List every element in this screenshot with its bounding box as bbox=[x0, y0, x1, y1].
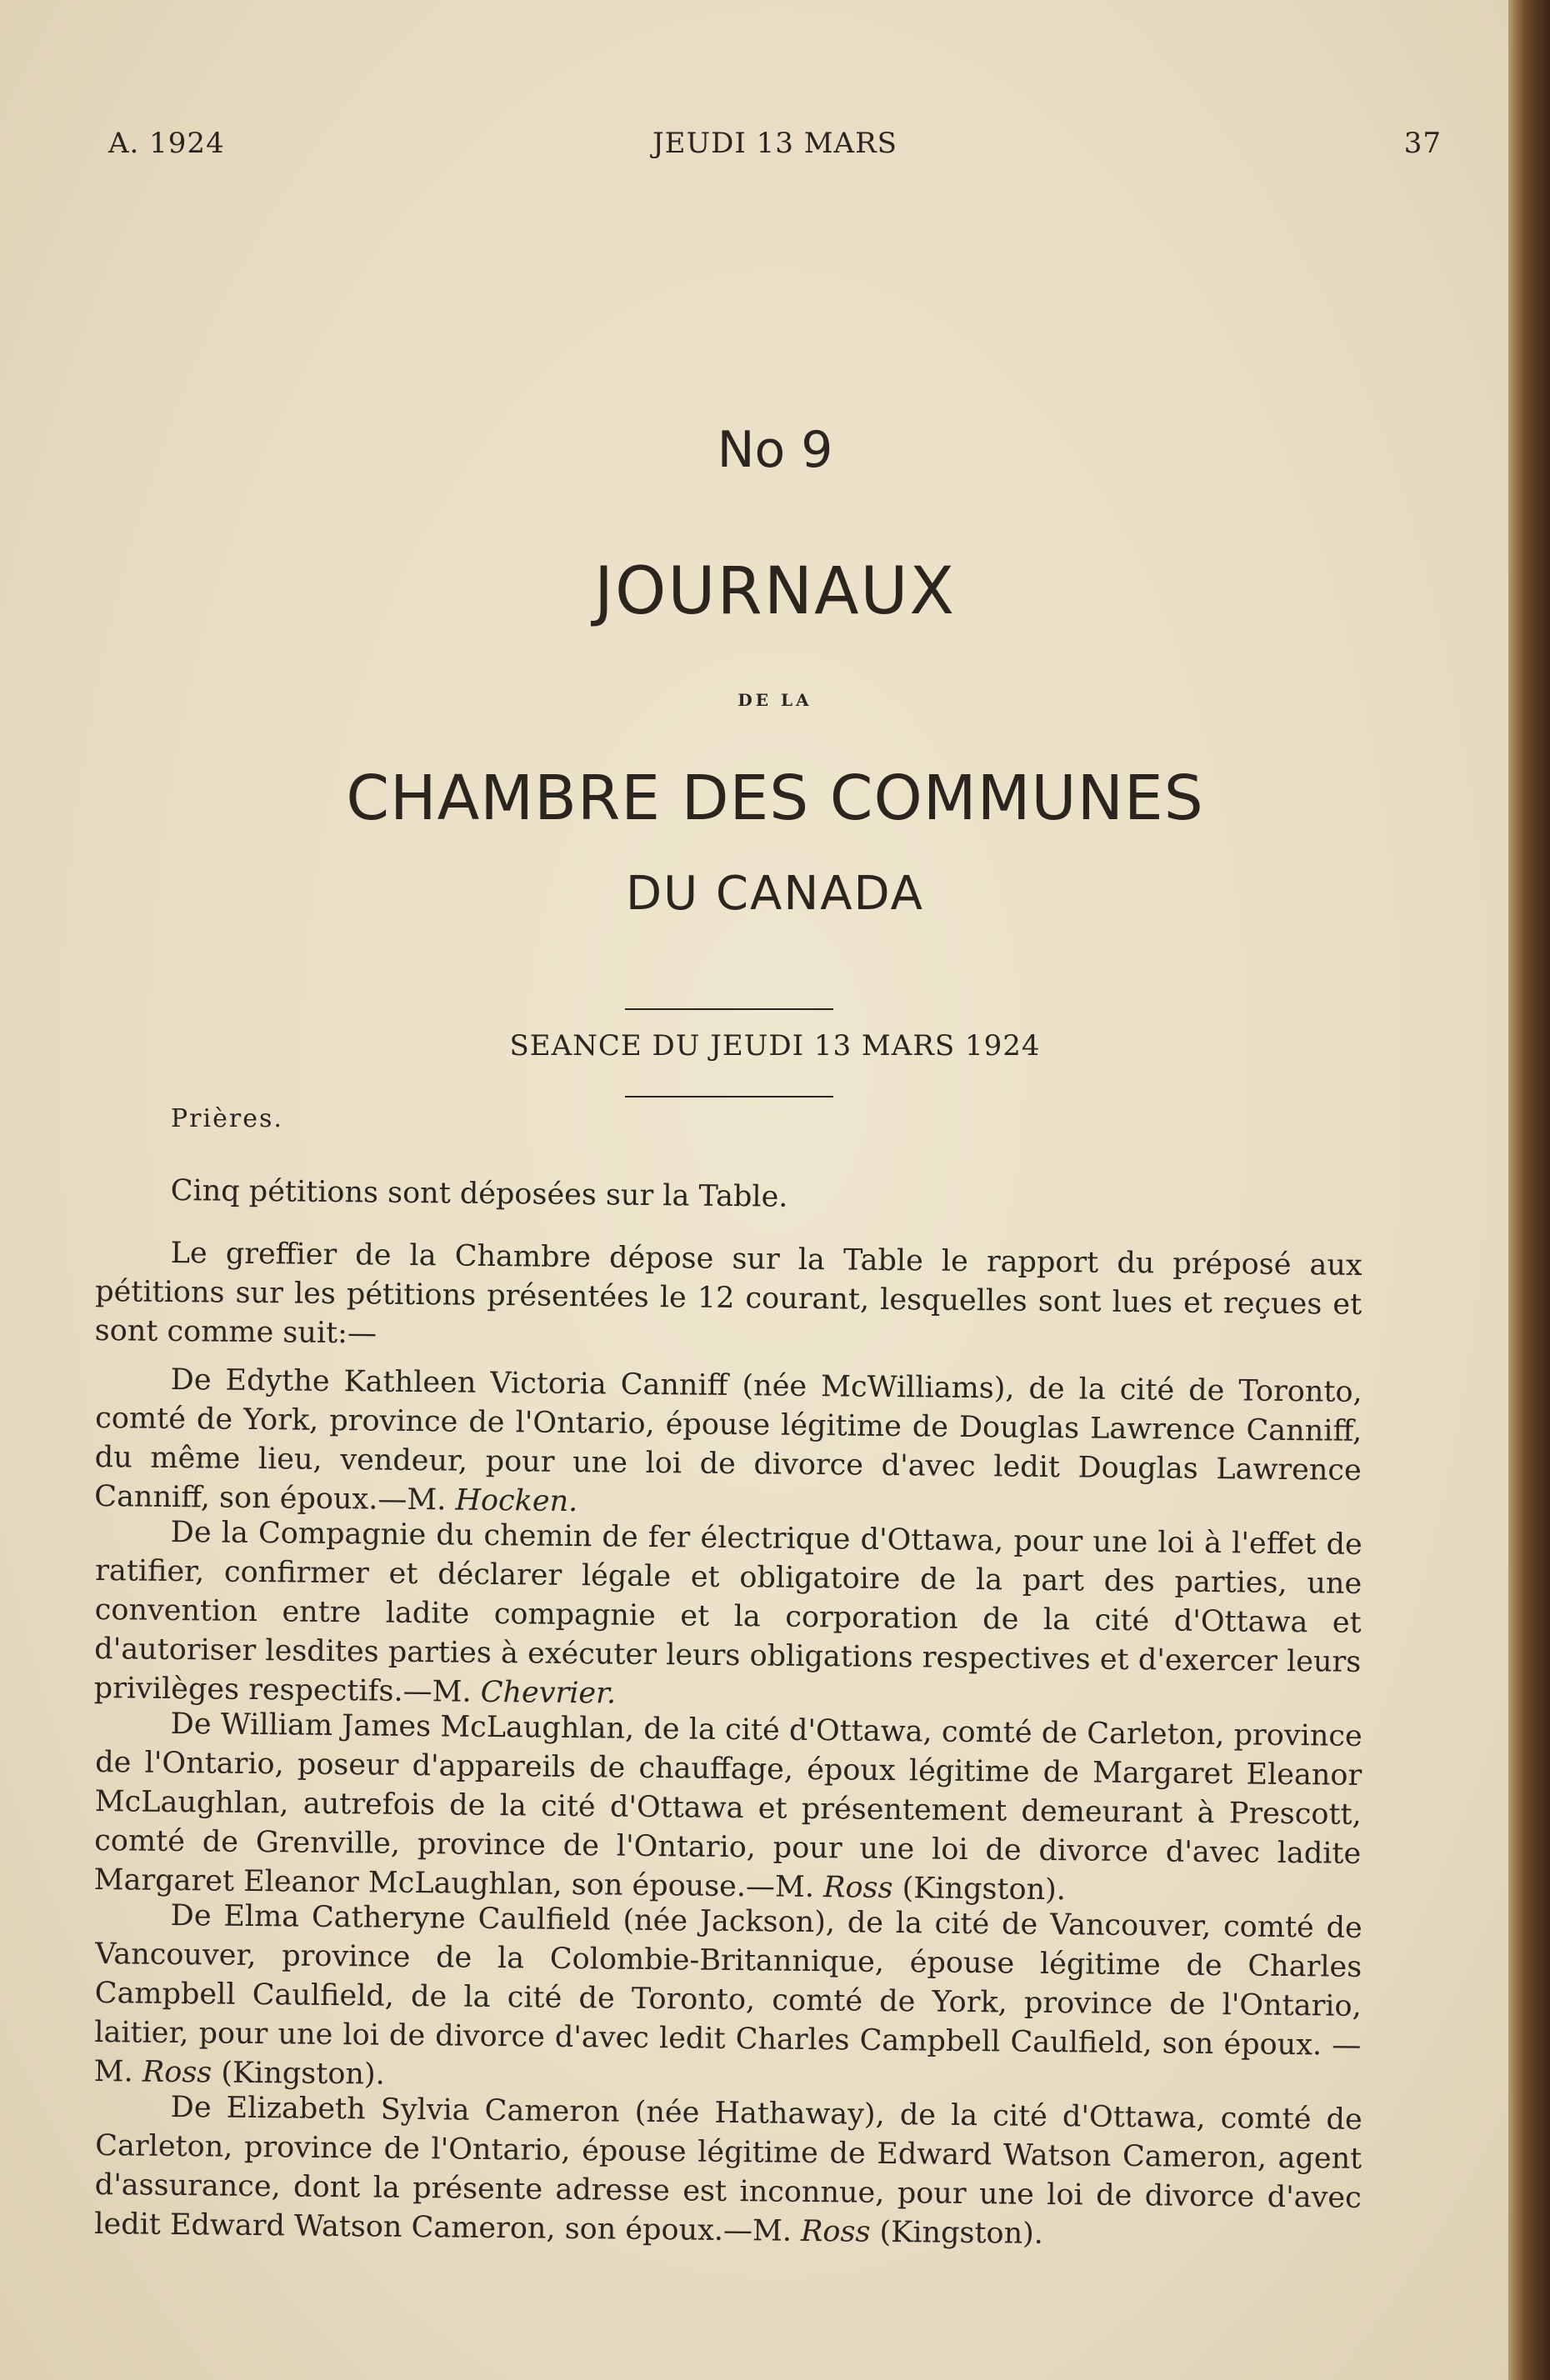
member-name: Ross bbox=[800, 2214, 871, 2249]
divider-top bbox=[625, 1008, 833, 1010]
member-riding: (Kingston). bbox=[892, 1872, 1067, 1908]
header-year: A. 1924 bbox=[108, 127, 225, 160]
paragraph-petitions bbox=[96, 1171, 1362, 1223]
member-name: Ross bbox=[822, 1871, 893, 1906]
journal-title: JOURNAUX bbox=[594, 554, 956, 629]
petition-text: De Elma Catheryne Caulfield (née Jackson), de la cité de Vancouver, comté de Vancouver, province de la Colombie-Britannique, épouse légitime de Charles Campbell Caulfield, de la cité de Toronto, comté de York, province de l'Ontario, laitier, pour une loi de divorce d'avec ledit Charles Campbell Caulfield, son époux. —M. bbox=[93, 1898, 1362, 2089]
header-date: JEUDI 13 MARS bbox=[652, 127, 898, 160]
member-name: Ross bbox=[142, 2055, 212, 2090]
member-riding: (Kingston). bbox=[212, 2056, 385, 2092]
petition-mclaughlan bbox=[94, 1704, 1362, 1913]
petition-text: De Elizabeth Sylvia Cameron (née Hathaway), de la cité d'Ottawa, comté de Carleton, province de l'Ontario, épouse légitime de Edward Watson Cameron, agent d'assurance, dont la présente adresse est inconnue, pour une loi de divorce d'avec ledit Edward Watson Cameron, son époux.—M. bbox=[94, 2090, 1362, 2248]
book-spine-edge bbox=[1508, 0, 1550, 2380]
petition-text: De William James McLaughlan, de la cité d'Ottawa, comté de Carleton, province de l'Ontario, poseur d'appareils de chauffage, époux légitime de Margaret Eleanor McLaughlan, autrefois de la cité d'Ottawa et présentement demeurant à Prescott, comté de Grenville, province de l'Ontario, pour une loi de divorce d'avec ladite Margaret Eleanor McLaughlan, son épouse.—M. bbox=[93, 1707, 1362, 1905]
petition-text: De la Compagnie du chemin de fer électrique d'Ottawa, pour une loi à l'effet de ratifier, confirmer et déclarer légale et obligatoire de la part des parties, une convention entre ladite compagnie et la corporation de la cité d'Ottawa et d'autoriser lesdites parties à exécuter leurs obligations respectives et d'exercer leurs privilèges respectifs.—M. bbox=[93, 1515, 1362, 1709]
divider-bottom bbox=[625, 1096, 833, 1098]
paragraph-clerk-report bbox=[95, 1233, 1362, 1364]
member-name: Chevrier. bbox=[480, 1675, 617, 1711]
petition-cameron bbox=[94, 2088, 1362, 2258]
title-de-la: DE LA bbox=[738, 690, 812, 710]
session-heading: SEANCE DU JEUDI 13 MARS 1924 bbox=[509, 1029, 1041, 1062]
petition-text: De Edythe Kathleen Victoria Canniff (née McWilliams), de la cité de Toronto, comté de York, province de l'Ontario, épouse légitime de Douglas Lawrence Canniff, du même lieu, vendeur, pour une loi de divorce d'avec ledit Douglas Lawrence Canniff, son époux.—M. bbox=[94, 1362, 1362, 1518]
paragraph-text: Cinq pétitions sont déposées sur la Table. bbox=[170, 1173, 788, 1214]
header-page-number: 37 bbox=[1403, 127, 1442, 160]
petition-canniff bbox=[94, 1360, 1362, 1530]
journal-number: No 9 bbox=[717, 421, 833, 479]
petition-ottawa-electric bbox=[94, 1512, 1362, 1722]
petition-caulfield bbox=[94, 1896, 1362, 2105]
country-title: DU CANADA bbox=[626, 867, 924, 921]
member-riding: (Kingston). bbox=[870, 2215, 1044, 2251]
member-name: Hocken. bbox=[455, 1483, 578, 1519]
paragraph-text: Le greffier de la Chambre dépose sur la Table le rapport du préposé aux pétitions sur les pétitions présentées le 12 courant, lesquelles sont lues et reçues et sont comme suit:— bbox=[94, 1236, 1362, 1351]
prayers-label: Prières. bbox=[171, 1104, 283, 1133]
chamber-title: CHAMBRE DES COMMUNES bbox=[346, 762, 1204, 834]
